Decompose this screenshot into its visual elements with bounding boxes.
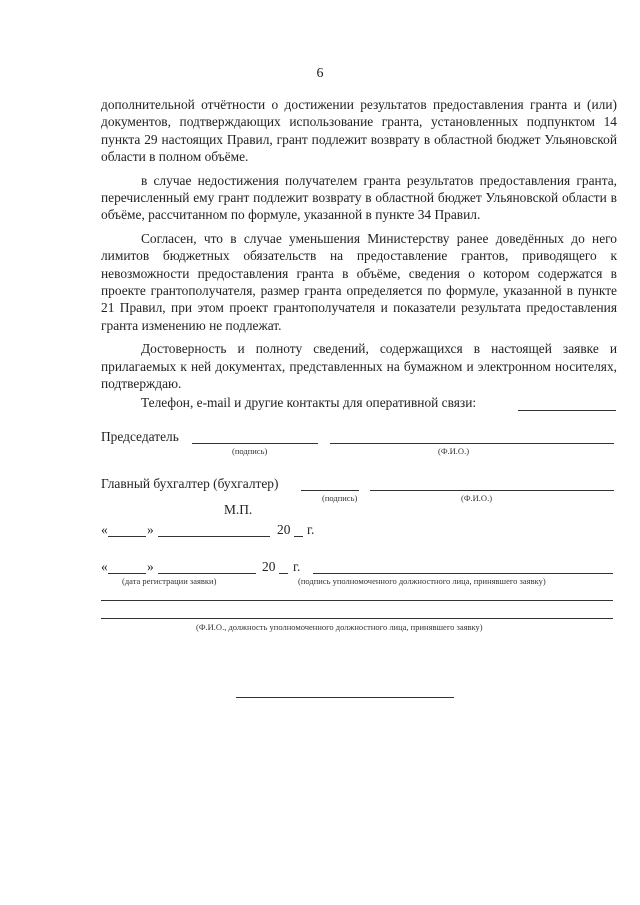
date1-open-quote: « <box>101 522 108 537</box>
date1-year-field[interactable] <box>294 536 303 537</box>
page-number: 6 <box>316 66 324 81</box>
accountant-fio-line[interactable] <box>370 490 614 491</box>
paragraph-4: Достоверность и полноту сведений, содержащихся в настоящей заявке и прилагаемых к ней документах, представленных на бумажном и электронном носителях, подтверждаю. <box>101 341 617 392</box>
date1-year-prefix: 20 <box>277 522 291 537</box>
chairman-sign-line[interactable] <box>192 443 318 444</box>
chairman-sign-caption: (подпись) <box>232 446 268 456</box>
official-fio-line-2[interactable] <box>101 618 613 619</box>
date1-close-quote: » <box>147 522 154 537</box>
date1-year-suffix: г. <box>307 522 315 537</box>
stamp-label: М.П. <box>224 502 253 517</box>
date1-day-field[interactable] <box>108 536 146 537</box>
paragraph-2: в случае недостижения получателем гранта результатов предоставления гранта, перечисленный ему грант подлежит возврату в областной бюджет Ульяновской области в объёме, рассчитанном по формуле, указанной в пункте 34 Правил. <box>101 172 617 223</box>
official-fio-line-1[interactable] <box>101 600 613 601</box>
date1-month-field[interactable] <box>158 536 270 537</box>
accountant-fio-caption: (Ф.И.О.) <box>461 493 493 503</box>
accountant-sign-line[interactable] <box>301 490 359 491</box>
date2-year-field[interactable] <box>279 573 288 574</box>
chairman-label: Председатель <box>101 429 179 444</box>
date2-day-field[interactable] <box>108 573 146 574</box>
date2-close-quote: » <box>147 559 154 574</box>
date2-open-quote: « <box>101 559 108 574</box>
paragraph-1: дополнительной отчётности о достижении результатов предоставления гранта и (или) документов, подтверждающих использование гранта, установленных подпунктом 14 пункта 29 настоящих Правил, грант подлежит возврату в областной бюджет Ульяновской области в полном объёме. <box>101 97 617 165</box>
date2-month-field[interactable] <box>158 573 256 574</box>
official-sign-caption: (подпись уполномоченного должностного лица, принявшего заявку) <box>298 576 546 586</box>
registration-date-caption: (дата регистрации заявки) <box>122 576 217 586</box>
date2-year-prefix: 20 <box>262 559 276 574</box>
accountant-sign-caption: (подпись) <box>322 493 358 503</box>
contacts-label: Телефон, e-mail и другие контакты для оперативной связи: <box>141 395 477 410</box>
paragraph-3: Согласен, что в случае уменьшения Министерству ранее доведённых до него лимитов бюджетных обязательств на предоставление грантов, приводящего к невозможности предоставления гранта в объёме, сведения о котором содержатся в проекте грантополучателя, размер гранта определяется по формуле, указанной в пункте 21 Правил, при этом проект грантополучателя и показатели результата предоставления гранта изменению не подлежат. <box>101 230 617 333</box>
contacts-field[interactable] <box>518 410 616 411</box>
body-text <box>101 96 617 399</box>
chairman-fio-caption: (Ф.И.О.) <box>438 446 470 456</box>
official-sign-line[interactable] <box>313 573 613 574</box>
chairman-fio-line[interactable] <box>330 443 614 444</box>
bottom-separator-line <box>236 697 454 698</box>
official-fio-caption: (Ф.И.О., должность уполномоченного должностного лица, принявшего заявку) <box>196 622 483 632</box>
date2-year-suffix: г. <box>293 559 301 574</box>
accountant-label: Главный бухгалтер (бухгалтер) <box>101 476 279 491</box>
